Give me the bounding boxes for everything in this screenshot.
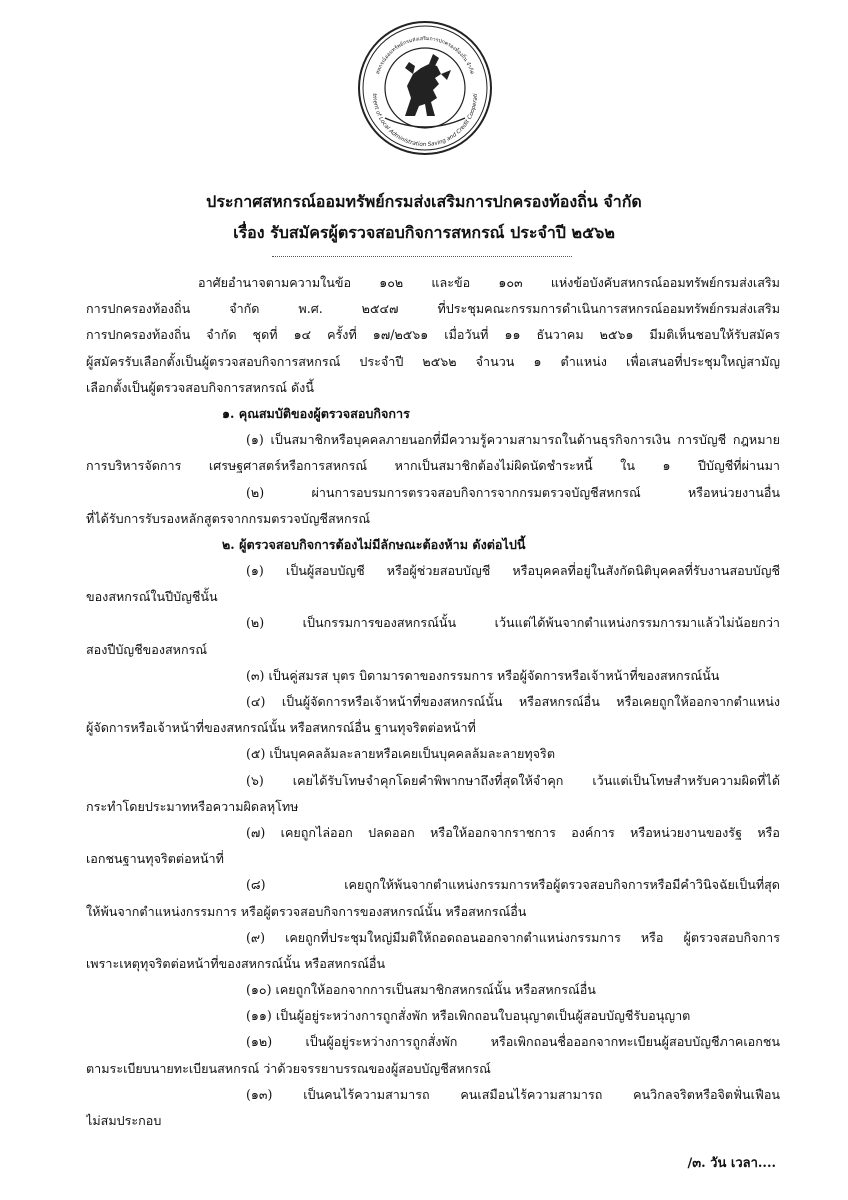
page-continuation-note: /๓. วัน เวลา.... (687, 1156, 776, 1171)
section-2-line: ตามระเบียบนายทะเบียนสหกรณ์ ว่าด้วยจรรยาบรรณของผู้สอบบัญชีสหกรณ์ (86, 1060, 491, 1076)
section-1-line: (๒) ผ่านการอบรมการตรวจสอบกิจการจากกรมตรวจบัญชีสหกรณ์ หรือหน่วยงานอื่น (246, 484, 780, 500)
section-2-line: (๓) เป็นคู่สมรส บุตร บิดามารดาของกรรมการ หรือผู้จัดการหรือเจ้าหน้าที่ของสหกรณ์นั้น (246, 667, 720, 683)
section-2-line: เพราะเหตุทุจริตต่อหน้าที่ของสหกรณ์นั้น หรือสหกรณ์อื่น (86, 955, 386, 971)
seal-text-bottom: tment of Local Administration Saving and Credit Cooperati (370, 93, 480, 149)
section-2-line: (๘) เคยถูกให้พ้นจากตำแหน่งกรรมการหรือผู้ตรวจสอบกิจการหรือมีคำวินิจฉัยเป็นที่สุด (246, 877, 780, 893)
section-1-line: (๑) เป็นสมาชิกหรือบุคคลภายนอกที่มีความรู้ความสามารถในด้านธุรกิจการเงิน การบัญชี กฎหมาย (246, 432, 780, 448)
section-2-line: (๗) เคยถูกไล่ออก ปลดออก หรือให้ออกจากราชการ องค์การ หรือหน่วยงานของรัฐ หรือ (246, 824, 780, 840)
section-2-heading: ๒. ผู้ตรวจสอบกิจการต้องไม่มีลักษณะต้องห้าม ดังต่อไปนี้ (222, 536, 526, 552)
section-1-heading: ๑. คุณสมบัติของผู้ตรวจสอบกิจการ (222, 405, 410, 421)
section-2-line: สองปีบัญชีของสหกรณ์ (86, 641, 208, 657)
section-2-line: กระทำโดยประมาทหรือความผิดลหุโทษ (86, 798, 299, 814)
cooperative-seal-logo (355, 18, 495, 158)
section-1-line: การบริหารจัดการ เศรษฐศาสตร์หรือการสหกรณ์ หากเป็นสมาชิกต้องไม่ผิดนัดชำระหนี้ ใน ๑ ปีบัญชีที่ผ่านมา (86, 458, 780, 474)
section-1-line: ที่ได้รับการรับรองหลักสูตรจากกรมตรวจบัญชีสหกรณ์ (86, 510, 371, 526)
announcement-subject: เรื่อง รับสมัครผู้ตรวจสอบกิจการสหกรณ์ ประจำปี ๒๕๖๒ (233, 223, 615, 242)
seal-text-top: สหกรณ์ออมทรัพย์กรมส่งเสริมการปกครองท้องถิ่น จำกัด (375, 35, 475, 76)
intro-line: การปกครองท้องถิ่น จำกัด ชุดที่ ๑๔ ครั้งที่ ๑๗/๒๕๖๑ เมื่อวันที่ ๑๑ ธันวาคม ๒๕๖๑ มีมติเห็นชอบให้รับสมัคร (86, 327, 780, 343)
section-2-line: (๒) เป็นกรรมการของสหกรณ์นั้น เว้นแต่ได้พ้นจากตำแหน่งกรรมการมาแล้วไม่น้อยกว่า (246, 615, 780, 631)
intro-line: ผู้สมัครรับเลือกตั้งเป็นผู้ตรวจสอบกิจการสหกรณ์ ประจำปี ๒๕๖๒ จำนวน ๑ ตำแหน่ง เพื่อเสนอที่ประชุมใหญ่สามัญ (86, 353, 780, 369)
section-2-line: ผู้จัดการหรือเจ้าหน้าที่ของสหกรณ์นั้น หรือสหกรณ์อื่น ฐานทุจริตต่อหน้าที่ (86, 720, 476, 736)
dotted-divider (272, 256, 572, 257)
section-2-line: (๑) เป็นผู้สอบบัญชี หรือผู้ช่วยสอบบัญชี หรือบุคคลที่อยู่ในสังกัดนิติบุคคลที่รับงานสอบบัญชี (246, 563, 780, 579)
section-2-line: (๑๑) เป็นผู้อยู่ระหว่างการถูกสั่งพัก หรือเพิกถอนใบอนุญาตเป็นผู้สอบบัญชีรับอนุญาต (246, 1008, 691, 1024)
section-2-line: ให้พ้นจากตำแหน่งกรรมการ หรือผู้ตรวจสอบกิจการของสหกรณ์นั้น หรือสหกรณ์อื่น (86, 903, 527, 919)
section-2-line: (๑๓) เป็นคนไร้ความสามารถ คนเสมือนไร้ความสามารถ คนวิกลจริตหรือจิตฟั่นเฟือน (246, 1086, 780, 1102)
intro-line: การปกครองท้องถิ่น จำกัด พ.ศ. ๒๕๔๗ ที่ประชุมคณะกรรมการดำเนินการสหกรณ์ออมทรัพย์กรมส่งเสริม (86, 301, 780, 317)
section-2-line: (๖) เคยได้รับโทษจำคุกโดยคำพิพากษาถึงที่สุดให้จำคุก เว้นแต่เป็นโทษสำหรับความผิดที่ได้ (246, 772, 780, 788)
section-2-line: (๑๒) เป็นผู้อยู่ระหว่างการถูกสั่งพัก หรือเพิกถอนชื่อออกจากทะเบียนผู้สอบบัญชีภาคเอกชน (246, 1034, 780, 1050)
section-2-line: (๔) เป็นผู้จัดการหรือเจ้าหน้าที่ของสหกรณ์นั้น หรือสหกรณ์อื่น หรือเคยถูกให้ออกจากตำแหน่ง (246, 694, 780, 709)
section-2-line: ไม่สมประกอบ (86, 1113, 162, 1128)
section-2-line: (๑๐) เคยถูกให้ออกจากการเป็นสมาชิกสหกรณ์นั้น หรือสหกรณ์อื่น (246, 982, 596, 998)
section-2-line: (๕) เป็นบุคคลล้มละลายหรือเคยเป็นบุคคลล้มละลายทุจริต (246, 746, 555, 762)
section-2-line: เอกชนฐานทุจริตต่อหน้าที่ (86, 851, 224, 867)
section-2-line: (๙) เคยถูกที่ประชุมใหญ่มีมติให้ถอดถอนออกจากตำแหน่งกรรมการ หรือ ผู้ตรวจสอบกิจการ (246, 929, 780, 945)
announcement-title: ประกาศสหกรณ์ออมทรัพย์กรมส่งเสริมการปกครองท้องถิ่น จำกัด (206, 192, 642, 211)
section-2-line: ของสหกรณ์ในปีบัญชีนั้น (86, 589, 218, 605)
intro-line: อาศัยอำนาจตามความในข้อ ๑๐๒ และข้อ ๑๐๓ แห่งข้อบังคับสหกรณ์ออมทรัพย์กรมส่งเสริม (198, 275, 780, 290)
intro-line: เลือกตั้งเป็นผู้ตรวจสอบกิจการสหกรณ์ ดังนี้ (86, 379, 314, 395)
document-body (86, 270, 780, 1134)
